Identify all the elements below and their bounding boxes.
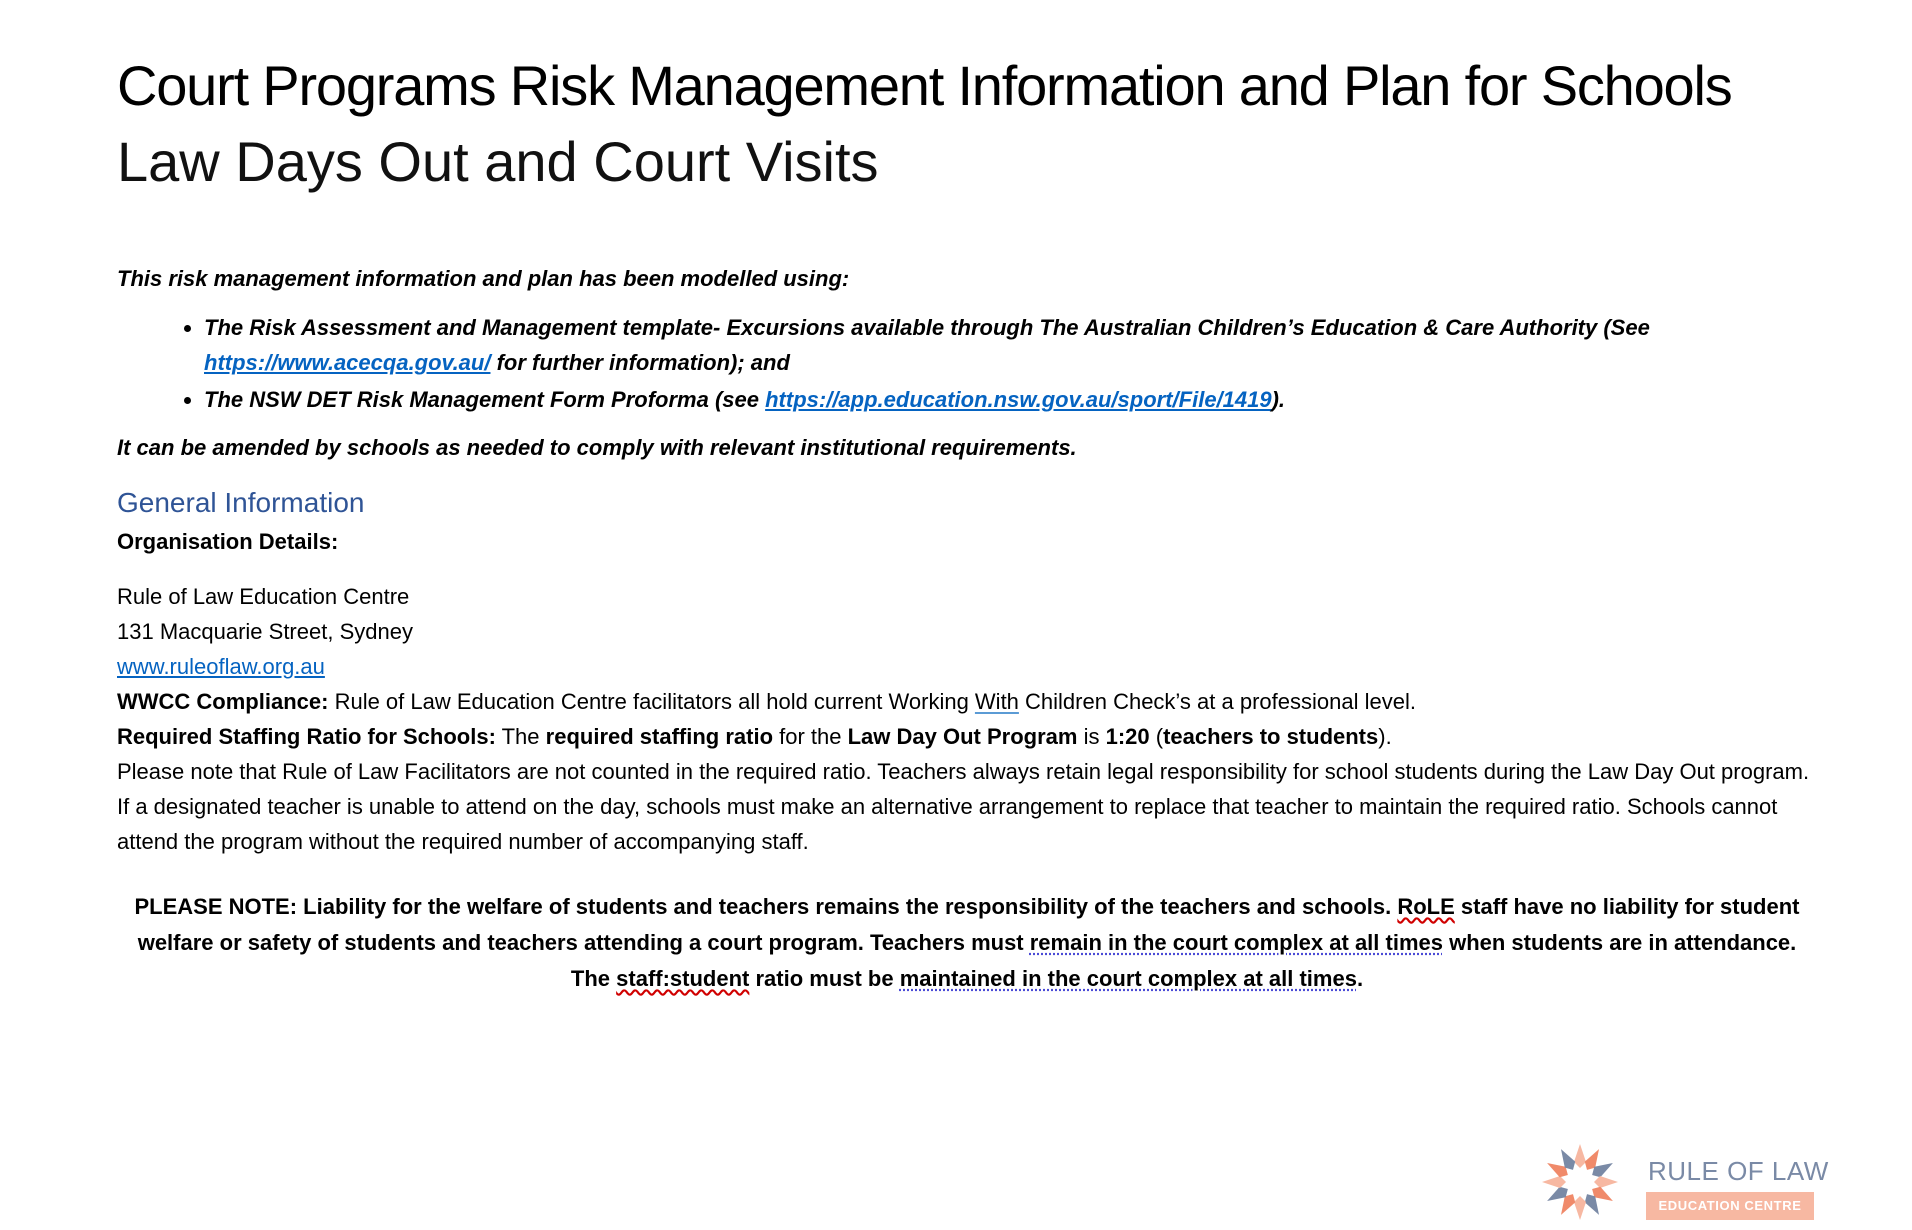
star-emblem-icon <box>1540 1142 1620 1222</box>
ratio-bold: required staffing ratio <box>545 724 774 749</box>
document-content <box>117 50 1817 997</box>
ratio-text: ). <box>1378 724 1392 749</box>
facilitator-note-paragraph: Please note that Rule of Law Facilitators are not counted in the required ratio. Teachers always retain legal responsibility for school students during the Law Day Out program. If a designated teacher is unable to attend on the day, schools must make an alternative arrangement to replace that teacher to maintain the required ratio. Schools cannot attend the program without the required number of accompanying staff. <box>117 759 1810 854</box>
rule-of-law-logo <box>1540 1142 1829 1222</box>
organisation-name: Rule of Law Education Centre <box>117 584 410 609</box>
wwcc-label: WWCC Compliance: <box>117 689 329 714</box>
staff-student-word: staff:student <box>616 966 750 991</box>
liability-notice <box>117 889 1817 997</box>
general-information-heading: General Information <box>117 487 365 518</box>
notice-emphasis: remain in the court complex at all times <box>1029 930 1443 955</box>
nsw-det-link[interactable]: https://app.education.nsw.gov.au/sport/File/1419 <box>765 387 1272 412</box>
notice-text: PLEASE NOTE: Liability for the welfare of students and teachers remains the responsibility of the teachers and schools. <box>134 894 1398 919</box>
ratio-value: 1:20 <box>1105 724 1150 749</box>
logo-subtitle: EDUCATION CENTRE <box>1646 1192 1814 1220</box>
wwcc-paragraph <box>117 684 1817 719</box>
ratio-text: for the <box>773 724 848 749</box>
logo-name: RULE OF LAW <box>1648 1156 1829 1186</box>
notice-text: when students are in attendance. The <box>570 930 1797 991</box>
ratio-text: The <box>495 724 546 749</box>
notice-text: ratio must be <box>749 966 900 991</box>
list-item-text: ). <box>1271 387 1286 412</box>
organisation-details-label: Organisation Details: <box>117 529 339 554</box>
staffing-ratio-paragraph <box>117 719 1817 754</box>
ratio-bold: teachers to students <box>1163 724 1379 749</box>
with-word: With <box>974 689 1019 714</box>
staffing-ratio-label: Required Staffing Ratio for Schools: <box>117 724 496 749</box>
ratio-text: is <box>1077 724 1106 749</box>
organisation-address-block <box>117 579 1817 684</box>
intro-text: This risk management information and plan has been modelled using: <box>117 266 850 291</box>
wwcc-text: Rule of Law Education Centre facilitators all hold current Working <box>328 689 975 714</box>
wwcc-text: Children Check’s at a professional level. <box>1018 689 1416 714</box>
ratio-text: ( <box>1149 724 1164 749</box>
amend-note: It can be amended by schools as needed to comply with relevant institutional requirements. <box>117 435 1077 460</box>
list-item-text: The NSW DET Risk Management Form Proforma (see <box>204 387 766 412</box>
page-title: Court Programs Risk Management Information and Plan for Schools <box>117 54 1732 117</box>
list-item <box>204 382 1817 417</box>
source-list <box>117 310 1817 417</box>
list-item <box>204 310 1817 380</box>
list-item-text: The Risk Assessment and Management template- Excursions available through The Australian Children’s Education & Care Authority (See <box>204 315 1650 340</box>
program-name: Law Day Out Program <box>847 724 1078 749</box>
acecqa-link[interactable]: https://www.acecqa.gov.au/ <box>204 350 491 375</box>
role-word: RoLE <box>1397 894 1455 919</box>
website-link[interactable]: www.ruleoflaw.org.au <box>117 654 325 679</box>
organisation-address: 131 Macquarie Street, Sydney <box>117 619 413 644</box>
notice-emphasis: maintained in the court complex at all times <box>899 966 1357 991</box>
notice-text: . <box>1356 966 1364 991</box>
page-subtitle: Law Days Out and Court Visits <box>117 130 879 193</box>
notice-text: staff have no liability for student welfare or safety of students and teachers attending a court program. Teachers must <box>137 894 1800 955</box>
list-item-text: for further information); and <box>490 350 790 375</box>
